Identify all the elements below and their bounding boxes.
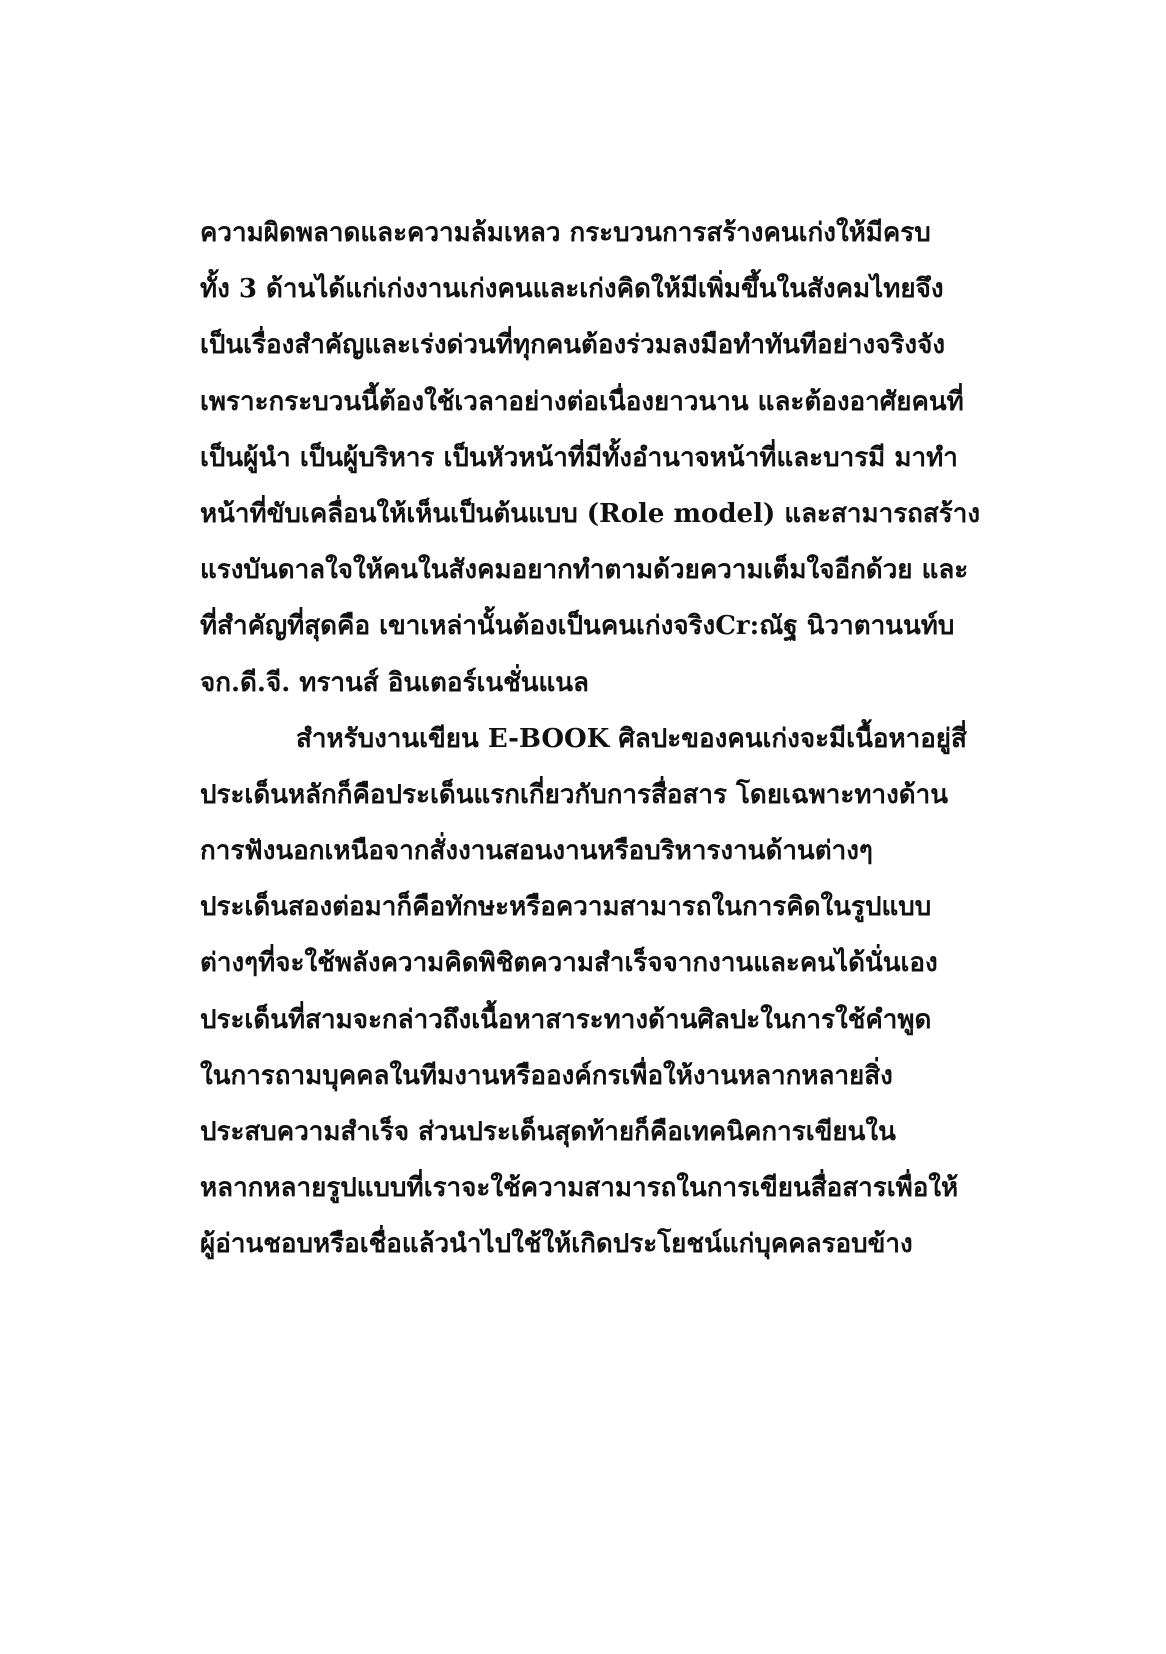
text-line: ที่สำคัญที่สุดคือ เขาเหล่านั้นต้องเป็นคนเก่งจริงCr:ณัฐ นิวาตานนท์บ xyxy=(200,611,955,642)
body-text xyxy=(200,205,980,1273)
text-line: จก.ดี.จี. ทรานส์ อินเตอร์เนชั่นแนล xyxy=(200,667,589,698)
text-line: หน้าที่ขับเคลื่อนให้เห็นเป็นต้นแบบ (Role model) และสามารถสร้าง xyxy=(200,498,980,529)
text-line: การฟังนอกเหนือจากสั่งงานสอนงานหรือบริหารงานด้านต่างๆ xyxy=(200,836,873,867)
text-line: ความผิดพลาดและความล้มเหลว กระบวนการสร้างคนเก่งให้มีครบ xyxy=(200,218,931,248)
text-line: ประเด็นหลักก็คือประเด็นแรกเกี่ยวกับการสื่อสาร โดยเฉพาะทางด้าน xyxy=(200,779,949,810)
text-line: ประเด็นที่สามจะกล่าวถึงเนื้อหาสาระทางด้านศิลปะในการใช้คำพูด xyxy=(200,1004,932,1035)
text-line: ประเด็นสองต่อมาก็คือทักษะหรือความสามารถในการคิดในรูปแบบ xyxy=(200,892,932,923)
text-line: เพราะกระบวนนี้ต้องใช้เวลาอย่างต่อเนื่องยาวนาน และต้องอาศัยคนที่ xyxy=(200,386,964,417)
text-line: หลากหลายรูปแบบที่เราจะใช้ความสามารถในการเขียนสื่อสารเพื่อให้ xyxy=(200,1173,959,1204)
text-line: ประสบความสำเร็จ ส่วนประเด็นสุดท้ายก็คือเทคนิคการเขียนใน xyxy=(200,1117,896,1147)
text-line: เป็นผู้นำ เป็นผู้บริหาร เป็นหัวหน้าที่มีทั้งอำนาจหน้าที่และบารมี มาทำ xyxy=(200,442,958,473)
text-line: แรงบันดาลใจให้คนในสังคมอยากทำตามด้วยความเต็มใจอีกด้วย และ xyxy=(200,555,969,586)
text-line: เป็นเรื่องสำคัญและเร่งด่วนที่ทุกคนต้องร่วมลงมือทำทันทีอย่างจริงจัง xyxy=(200,330,946,361)
paragraph-first-line: สำหรับงานเขียน E-BOOK ศิลปะของคนเก่งจะมีเนื้อหาอยู่สี่ xyxy=(296,723,967,754)
text-line: ผู้อ่านชอบหรือเชื่อแล้วนำไปใช้ให้เกิดประโยชน์แก่บุคคลรอบข้าง xyxy=(200,1229,913,1260)
text-line: ทั้ง 3 ด้านได้แก่เก่งงานเก่งคนและเก่งคิดให้มีเพิ่มขึ้นในสังคมไทยจึง xyxy=(200,274,944,305)
text-line: ในการถามบุคคลในทีมงานหรือองค์กรเพื่อให้งานหลากหลายสิ่ง xyxy=(200,1060,893,1091)
text-line: ต่างๆที่จะใช้พลังความคิดพิชิตความสำเร็จจากงานและคนได้นั่นเอง xyxy=(200,948,938,979)
